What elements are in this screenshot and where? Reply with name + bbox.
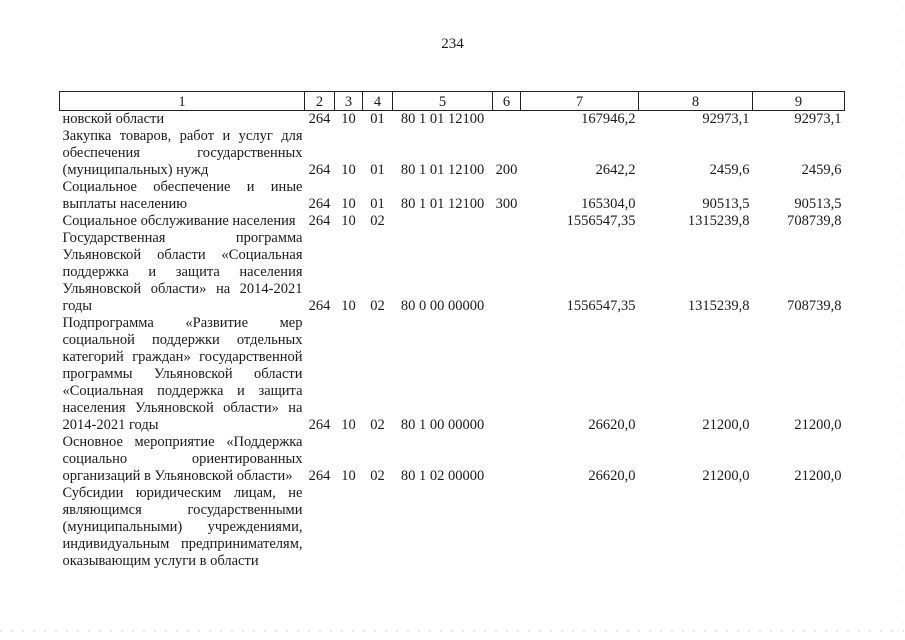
cell-admin-code	[305, 485, 335, 570]
cell-admin-code: 264	[308, 298, 331, 314]
cell-amount-7: 167946,2	[581, 111, 636, 127]
cell-amount-7: 2642,2	[595, 162, 636, 178]
cell-subsection: 01	[370, 111, 385, 127]
column-header: 2	[305, 92, 335, 111]
table-row	[60, 213, 845, 230]
cell-expense-type	[493, 213, 521, 230]
scan-noise-bottom	[0, 630, 905, 632]
column-header: 6	[493, 92, 521, 111]
cell-amount-9: 21200,0	[794, 417, 842, 433]
table-row	[60, 128, 845, 179]
cell-amount-8: 1315239,8	[687, 213, 750, 229]
cell-target-article	[393, 485, 493, 570]
cell-target-article: 80 1 02 00000	[400, 468, 485, 484]
table-header-row	[60, 92, 845, 111]
cell-subsection: 02	[370, 298, 385, 314]
cell-target-article: 80 1 01 12100	[400, 111, 485, 127]
row-name: Основное мероприятие «Поддержка социально ориентированных организаций в Ульяновской области»	[62, 434, 303, 484]
column-header: 8	[639, 92, 753, 111]
cell-amount-7: 165304,0	[581, 196, 636, 212]
cell-amount-9: 92973,1	[794, 111, 842, 127]
cell-amount-9: 708739,8	[787, 213, 842, 229]
row-name: Государственная программа Ульяновской области «Социальная поддержка и защита населения Ульяновской области» на 2014-2021 годы	[62, 230, 303, 314]
cell-amount-7: 26620,0	[588, 417, 636, 433]
cell-amount-7: 1556547,35	[566, 213, 636, 229]
scan-noise-side	[898, 0, 899, 640]
page-number: 234	[441, 36, 464, 52]
row-name: Подпрограмма «Развитие мер социальной поддержки отдельных категорий граждан» государственной программы Ульяновской области «Социальная поддержка и защита населения Ульяновской области» на 2014-2021 годы	[62, 315, 303, 433]
cell-section	[335, 485, 363, 570]
cell-section: 10	[341, 196, 356, 212]
cell-expense-type	[493, 111, 521, 129]
table-row	[60, 485, 845, 570]
cell-admin-code: 264	[308, 111, 331, 127]
cell-amount-7	[521, 485, 639, 570]
table-row	[60, 434, 845, 485]
cell-amount-8: 2459,6	[709, 162, 750, 178]
cell-section: 10	[341, 468, 356, 484]
cell-section: 10	[341, 298, 356, 314]
cell-subsection: 02	[370, 213, 385, 229]
cell-admin-code: 264	[308, 417, 331, 433]
cell-section: 10	[341, 111, 356, 127]
budget-table	[59, 91, 845, 570]
cell-subsection: 01	[370, 196, 385, 212]
cell-subsection: 02	[370, 417, 385, 433]
cell-amount-9: 21200,0	[794, 468, 842, 484]
cell-subsection: 02	[370, 468, 385, 484]
table-row	[60, 179, 845, 213]
cell-expense-type	[493, 485, 521, 570]
cell-amount-8: 1315239,8	[687, 298, 750, 314]
table-row	[60, 315, 845, 434]
cell-amount-8: 92973,1	[702, 111, 750, 127]
cell-section: 10	[341, 417, 356, 433]
cell-target-article: 80 1 01 12100	[400, 196, 485, 212]
cell-amount-8: 90513,5	[702, 196, 750, 212]
column-header: 3	[335, 92, 363, 111]
column-header: 4	[363, 92, 393, 111]
row-name: Социальное обслуживание населения	[62, 213, 296, 229]
cell-section: 10	[341, 162, 356, 178]
cell-amount-9: 708739,8	[787, 298, 842, 314]
cell-admin-code: 264	[308, 213, 331, 229]
cell-target-article: 80 0 00 00000	[400, 298, 485, 314]
row-name: Субсидии юридическим лицам, не являющимся государственными (муниципальными) учреждениями, индивидуальным предпринимателям, оказывающим услуги в области	[62, 485, 303, 569]
row-name: Закупка товаров, работ и услуг для обеспечения государственных (муниципальных) нужд	[62, 128, 303, 178]
cell-admin-code: 264	[308, 162, 331, 178]
row-name: Социальное обеспечение и иные выплаты населению	[62, 179, 303, 212]
cell-subsection: 01	[370, 162, 385, 178]
column-header: 5	[393, 92, 493, 111]
cell-amount-9: 90513,5	[794, 196, 842, 212]
cell-target-article: 80 1 00 00000	[400, 417, 485, 433]
column-header: 7	[521, 92, 639, 111]
cell-amount-8	[639, 485, 753, 570]
table-row	[60, 230, 845, 315]
cell-admin-code: 264	[308, 196, 331, 212]
row-name: новской области	[62, 111, 165, 127]
cell-amount-9: 2459,6	[801, 162, 842, 178]
table-row	[60, 111, 845, 129]
cell-amount-8: 21200,0	[702, 468, 750, 484]
cell-amount-9	[753, 485, 845, 570]
cell-admin-code: 264	[308, 468, 331, 484]
cell-subsection	[363, 485, 393, 570]
cell-expense-type	[493, 230, 521, 315]
column-header: 9	[753, 92, 845, 111]
cell-section: 10	[341, 213, 356, 229]
cell-expense-type: 200	[495, 162, 518, 178]
cell-amount-8: 21200,0	[702, 417, 750, 433]
cell-expense-type	[493, 315, 521, 434]
cell-expense-type	[493, 434, 521, 485]
cell-target-article	[393, 213, 493, 230]
cell-target-article: 80 1 01 12100	[400, 162, 485, 178]
cell-amount-7: 26620,0	[588, 468, 636, 484]
cell-amount-7: 1556547,35	[566, 298, 636, 314]
column-header: 1	[60, 92, 305, 111]
cell-expense-type: 300	[495, 196, 518, 212]
